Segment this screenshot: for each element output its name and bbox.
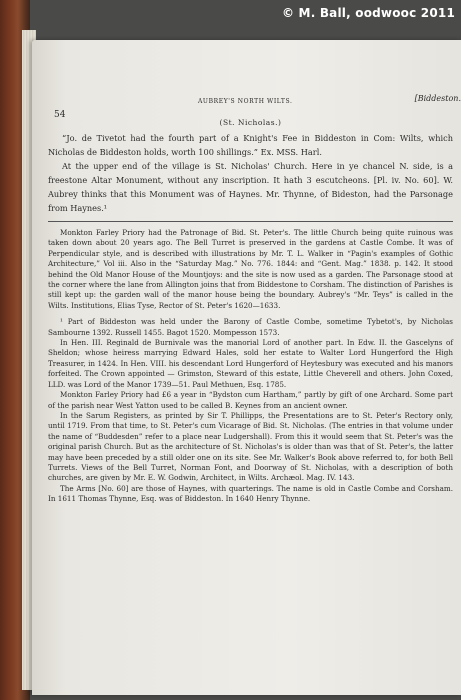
footnote-paragraph: ¹ Part of Biddeston was held under the Barony of Castle Combe, sometime Tybetot's, by Nicholas Sambourne 1392. Russell 1455. Bagot 1520. Mompesson 1573. [48,317,453,337]
editor-notes [48,228,453,505]
quote-paragraph: “Jo. de Tivetot had the fourth part of a Knight's Fee in Biddeston in Com: Wilts, which Nicholas de Biddeston holds, worth 100 shillings.” Ex. MSS. Harl. [48,133,453,157]
section-subheading: (St. Nicholas.) [219,118,282,127]
note-paragraph: In Hen. III. Reginald de Burnivale was the manorial Lord of another part. In Edw. II. the Gascelyns of Sheldon; whose heiress marrying Edward Hales, sold her estate to Walter Lord Hungerford the High Treasurer, in 1424. In Hen. VIII. his descendant Lord Hungerford of Heytesbury was executed and his manors forfeited. The Crown appointed — Grimston, Steward of this estate, Little Cheverell and others. John Coxed, LLD. was Lord of the Manor 1739—51. Paul Methuen, Esq. 1785. [48,338,453,389]
note-paragraph: The Arms [No. 60] are those of Haynes, with quarterings. The name is old in Castle Combe and Corsham. In 1611 Thomas Thynne, Esq. was of Biddeston. In 1640 Henry Thynne. [48,483,453,504]
quote-paragraph: At the upper end of the village is St. Nicholas' Church. Here in ye chancel N. side, is a freestone Altar Monument, without any inscription. It hath 3 escutcheons. [Pl. iv. No. 60]. W. Aubrey thinks that this Monument was of Haynes. Mr. Thynne, of Bideston, had the Parsonage from Haynes.¹ [48,161,453,213]
running-title: AUBREY'S NORTH WILTS. [198,98,293,105]
side-title: [Biddeston. [414,94,461,103]
page-number: 54 [54,110,66,120]
note-paragraph: In the Sarum Registers, as printed by Sir T. Phillipps, the Presentations are to St. Peter's Rectory only, until 1719. From that time, to St. Peter's cum Vicarage of Bid. St. Nicholas. (The entries in that volume under the name of “Buddesden” refer to a place near Ludgershall). From this it would seem that St. Peter's was the original parish Church. But as the architecture of St. Nicholas's is older than was that of St. Peter's, the latter may have been preceded by a still older one on its site. See Mr. Walker's Book above referred to, for both Bell Turrets. Views of the Bell Turret, Norman Font, and Doorway of St. Nicholas, with a description of both churches, are given by Mr. E. W. Godwin, Architect, in Wilts. Archæol. Mag. IV. 143. [48,410,453,483]
page-text [48,94,461,505]
page-header [48,94,461,120]
copyright-watermark: © M. Ball, oodwooc 2011 [281,6,455,20]
note-paragraph: Monkton Farley Priory had the Patronage of Bid. St. Peter's. The little Church being quite ruinous was taken down about 20 years ago. The Bell Turret is preserved in the gardens at Castle Combe. It was of Perpendicular style, and is described with illustrations by Mr. T. L. Walker in “Pagin's examples of Gothic Architecture,” Vol iii. Also in the “Saturday Mag.” No. 776. 1844: and “Gent. Mag.” 1838. p. 142. It stood behind the Old Manor House of the Mountjoys: and the site is now used as a garden. The Parsonage stood at the corner where the lane from Allington joins that from Biddestone to Corsham. The distinction of Parishes is still kept up: the garden wall of the manor house being the boundary. Aubrey's “Mr. Teys” is called in the Wilts. Institutions, Elias Tyse, Rector of St. Peter's 1620—1633. [48,228,453,310]
divider-rule [48,221,453,222]
note-paragraph: Monkton Farley Priory had £6 a year in “Bydston cum Hartham,” partly by gift of one Archard. Some part of the parish near West Yatton used to be called B. Keynes from an ancient owner. [48,390,453,410]
aubrey-quote [48,131,453,215]
